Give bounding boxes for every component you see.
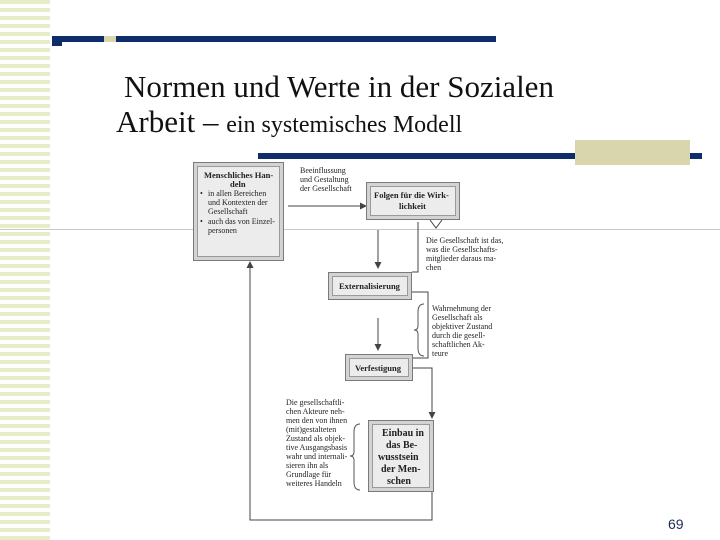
- bullet-dot-2: •: [200, 217, 203, 226]
- box-verfestigung-label: Verfestigung: [355, 363, 401, 373]
- label-beeinflussung-line: der Gesellschaft: [300, 184, 352, 193]
- box-einbau-line: der Men-: [381, 464, 421, 475]
- box-verfestigung-inner: [349, 358, 409, 377]
- label-wahrnehmung-line: teure: [432, 349, 448, 358]
- box-verfestigung: [345, 354, 413, 381]
- label-wahrnehmung-line: Gesellschaft als: [432, 313, 483, 322]
- label-gesellschaft-line: chen: [426, 263, 442, 272]
- label-akteure-line: sieren ihn als: [286, 461, 329, 470]
- label-akteure-line: (mit)gestalteten: [286, 425, 337, 434]
- label-akteure-line: Die gesellschaftli-: [286, 398, 345, 407]
- brace-akteure: [350, 424, 360, 490]
- arrow-verfestigung-to-einbau: [413, 368, 432, 418]
- bullet-2-line-a: auch das von Einzel-: [208, 217, 275, 226]
- label-wahrnehmung-line: durch die gesell-: [432, 331, 486, 340]
- title-subtitle: ein systemisches Modell: [226, 112, 463, 138]
- label-akteure-line: chen Akteure neh-: [286, 407, 345, 416]
- bullet-dot-1: •: [200, 189, 203, 198]
- box-folgen-line: lichkeit: [399, 201, 426, 211]
- label-akteure-line: weiteres Handeln: [286, 479, 342, 488]
- box-folgen-wirklichkeit: [366, 182, 460, 220]
- box-handeln-heading-1: Menschliches Han-: [204, 170, 274, 180]
- box-einbau-line: schen: [387, 476, 411, 487]
- box-einbau-inner: [372, 424, 430, 488]
- box-externalisierung-inner: [332, 276, 408, 296]
- label-gesellschaft-line: Die Gesellschaft ist das,: [426, 236, 504, 245]
- label-gesellschaft-line: mitglieder daraus ma-: [426, 254, 497, 263]
- brace-wahrnehmung: [414, 304, 424, 356]
- connector-externalisierung-right: [412, 292, 428, 358]
- connector-folgen-right: [412, 222, 418, 272]
- label-beeinflussung-line: und Gestaltung: [300, 175, 349, 184]
- bullet-1-line-a: in allen Bereichen: [208, 189, 267, 198]
- label-akteure-line: wahr und internali-: [286, 452, 348, 461]
- label-gesellschaft-line: was die Gesellschafts-: [426, 245, 498, 254]
- page-number: 69: [668, 516, 684, 532]
- box-folgen-inner: [370, 186, 456, 216]
- box-einbau-line: wusstsein: [378, 452, 419, 463]
- box-externalisierung-label: Externalisierung: [339, 281, 400, 291]
- bullet-2-line-b: personen: [208, 226, 237, 235]
- bullet-1-line-c: Gesellschaft: [208, 207, 248, 216]
- box-einbau-line: das Be-: [386, 440, 418, 451]
- title-main: Arbeit –: [116, 104, 227, 139]
- label-wahrnehmung-line: Wahrnehmung der: [432, 304, 492, 313]
- box-folgen-line: Folgen für die Wirk-: [374, 190, 449, 200]
- box-einbau-bewusstsein: [368, 420, 434, 492]
- label-wahrnehmung-line: objektiver Zustand: [432, 322, 493, 331]
- label-akteure-line: tive Ausgangsbasis: [286, 443, 348, 452]
- label-akteure-line: Grundlage für: [286, 470, 332, 479]
- title-line-1: Normen und Werte in der Sozialen: [124, 69, 554, 104]
- label-akteure-line: Zustand als objek-: [286, 434, 346, 443]
- bullet-1-line-b: und Kontexten der: [208, 198, 268, 207]
- box-einbau-line: Einbau in: [382, 428, 424, 439]
- label-wahrnehmung-line: schaftlichen Ak-: [432, 340, 485, 349]
- box-menschliches-handeln: [193, 162, 284, 261]
- box-externalisierung: [328, 272, 412, 300]
- label-akteure-line: men den von ihnen: [286, 416, 348, 425]
- label-beeinflussung-line: Beeinflussung: [300, 166, 346, 175]
- box-handeln-heading-2: deln: [230, 179, 246, 189]
- box-handeln-inner: [197, 166, 280, 257]
